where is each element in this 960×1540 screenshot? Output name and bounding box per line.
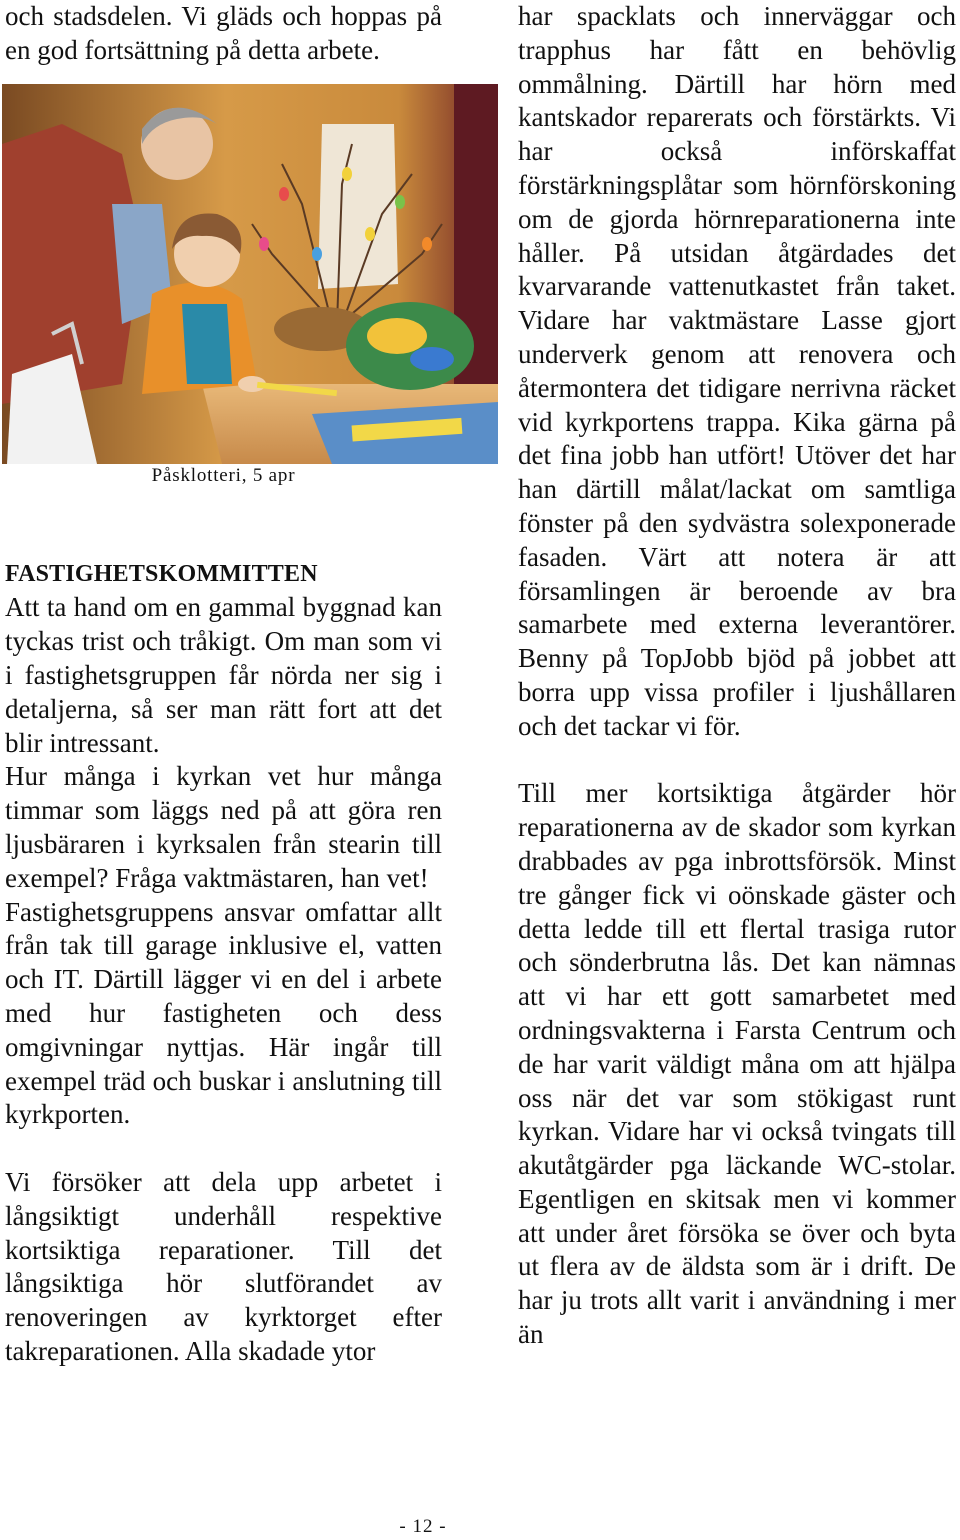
photo-caption: Påsklotteri, 5 apr: [151, 464, 296, 486]
easter-lottery-photo: [2, 84, 498, 464]
paragraph: har spacklats och innerväggar och trapphus har fått en behövlig ommålning. Därtill har hörn med kantskador reparerats och förstärkts. Vi har också införskaffat förstärkningsplåtar som hörnförskoning om de gjorda hörnreparationerna inte håller. På utsidan åtgärdades det kvarvarande vattenutkastet från taket. Vidare har vaktmästare Lasse gjort underverk genom att renovera och återmontera det tidigare nerrivna räcket vid kyrkportens trappa. Kika gärna på det fina jobb han utfört! Utöver det har han därtill målat/lackat om samtliga fönster på den sydvästra solexponerade fasaden. Värt att notera är att församlingen är beroende av bra samarbete med externa leverantörer. Benny på TopJobb bjöd på jobbet att borra upp vissa profiler i ljushållaren och det tackar vi för.: [518, 1, 956, 741]
right-column: [518, 0, 956, 1352]
paragraph: Vi försöker att dela upp arbetet i långsiktigt underhåll respektive kortsiktiga reparationer. Till det långsiktiga hör slutförandet av renoveringen av kyrktorget efter takreparationen. Alla skadade ytor: [5, 1166, 442, 1366]
intro-text: och stadsdelen. Vi gläds och hoppas på en god fortsättning på detta arbete.: [5, 1, 442, 65]
paragraph: Att ta hand om en gammal byggnad kan tyckas trist och tråkigt. Om man som vi i fastighetsgruppen får nörda ner sig i detaljerna, så ser man rätt fort att det blir intressant.: [5, 592, 442, 758]
paragraph: Fastighetsgruppens ansvar omfattar allt från tak till garage inklusive el, vatten och IT. Därtill lägger vi en del i arbete med hur fastigheten och dess omgivningar nyttjas. Här ingår till exempel träd och buskar i anslutning till kyrkporten.: [5, 896, 442, 1130]
left-column: [5, 0, 442, 1369]
section-heading: FASTIGHETSKOMMITTEN: [5, 560, 318, 587]
paragraph: Till mer kortsiktiga åtgärder hör reparationerna av de skador som kyrkan drabbades av pga inbrottsförsök. Minst tre gånger fick vi oönskade gäster och detta ledde till ett flertal trasiga rutor och sönderbrutna lås. Det kan nämnas att vi har ett gott samarbetet med ordningsvakterna i Farsta Centrum och de har varit väldigt måna om att hjälpa oss när det var som stökigast runt kyrkan. Vidare har vi också tvingats till akutåtgärder pga läckande WC-stolar. Egentligen en skitsak men vi kommer att under året försöka se över och byta ut flera av de äldsta som är i drift. De har ju trots allt varit i användning i mer än: [518, 778, 956, 1350]
paragraph: Hur många i kyrkan vet hur många timmar som läggs ned på att göra ren ljusbäraren i kyrksalen från stearin till exempel? Fråga vaktmästaren, han vet!: [5, 761, 442, 893]
page-number: - 12 -: [399, 1516, 447, 1537]
